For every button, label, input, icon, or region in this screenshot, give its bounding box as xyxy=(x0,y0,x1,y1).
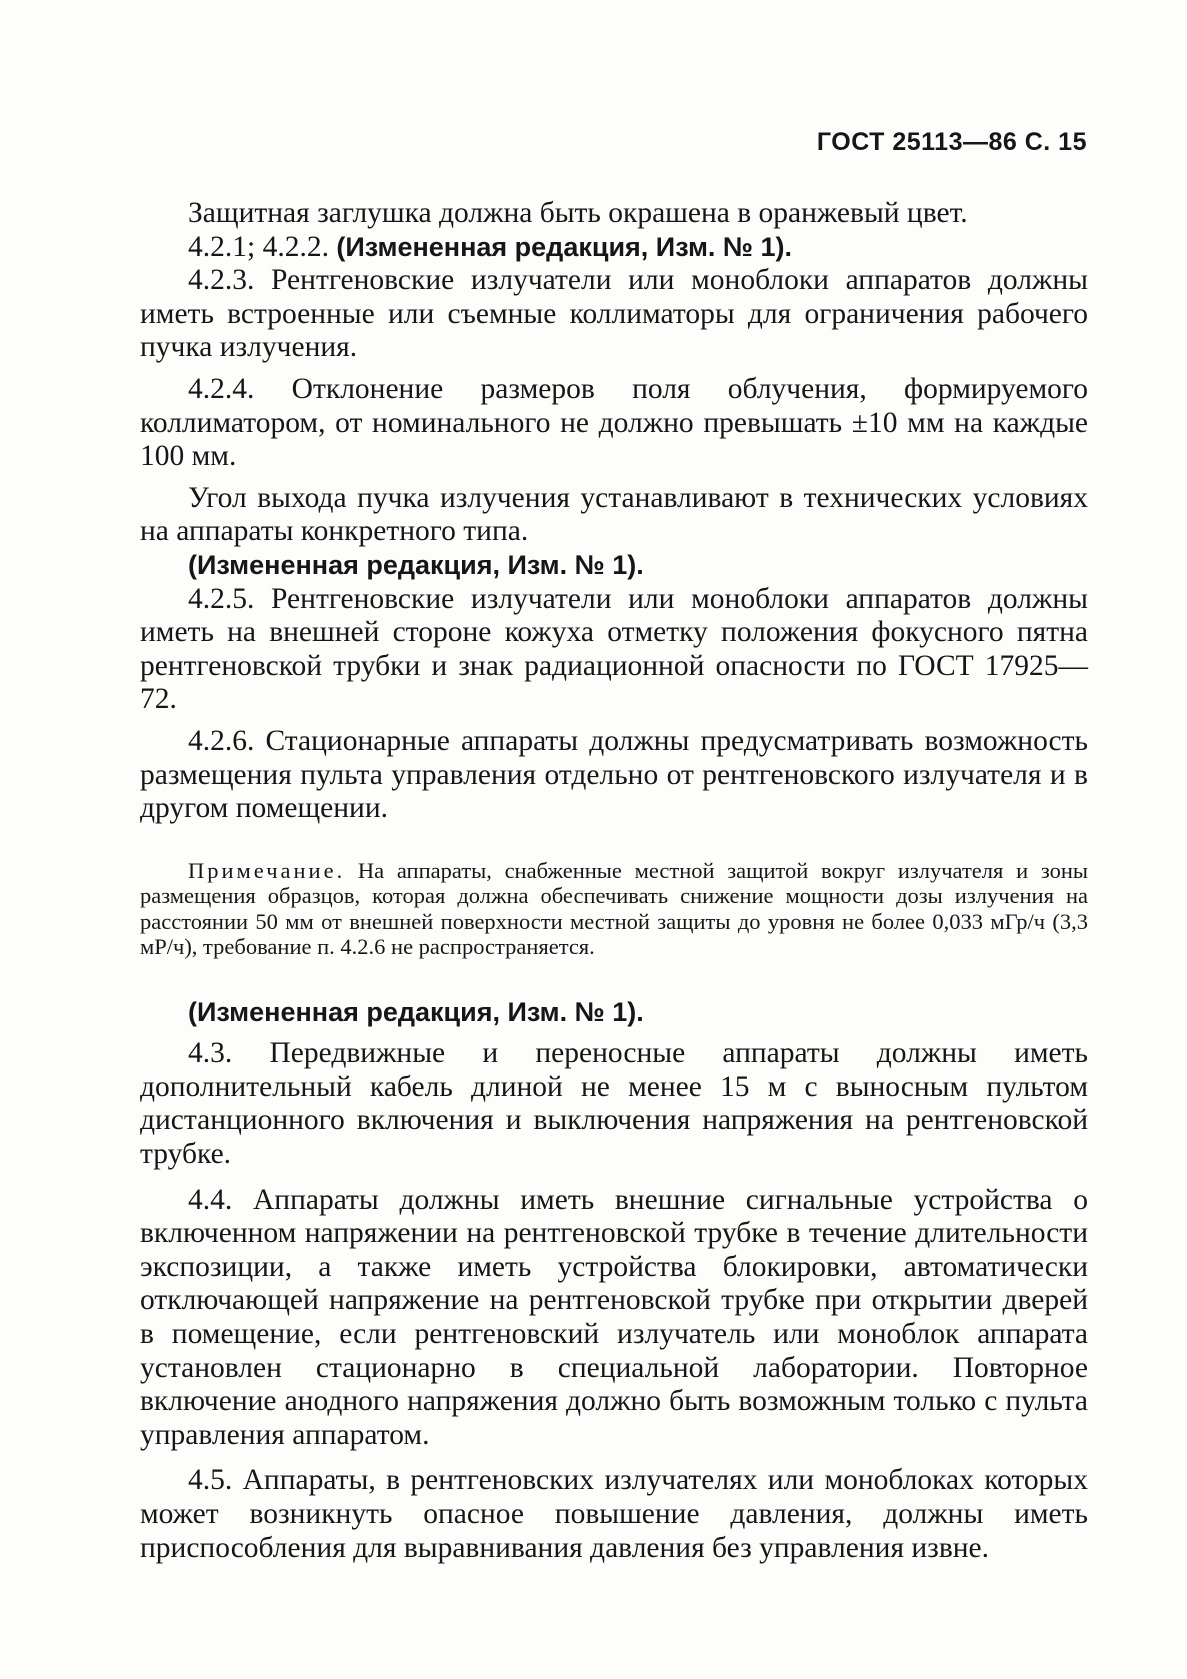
revision-note xyxy=(140,549,1088,583)
revision-note: (Измененная редакция, Изм. № 1). xyxy=(336,231,793,262)
revision-note-text: (Измененная редакция, Изм. № 1). xyxy=(188,996,644,1027)
paragraph-4-3: 4.3. Передвижные и переносные аппараты должны иметь дополнительный кабель длиной не менее 15 м с выносным пультом дистанционного включения и выключения напряжения на рентгеновской трубке. xyxy=(140,1037,1088,1171)
paragraph-4-2-5: 4.2.5. Рентгеновские излучатели или моноблоки аппаратов должны иметь на внешней стороне кожуха отметку положения фокусного пятна рентгеновской трубки и знак радиационной опасности по ГОСТ 17925—72. xyxy=(140,582,1088,716)
clause-reference: 4.2.1; 4.2.2. xyxy=(188,230,329,263)
paragraph-4-2-4: 4.2.4. Отклонение размеров поля облучения, формируемого коллиматором, от номинального не должно превышать ±10 мм на каждые 100 мм. xyxy=(140,372,1088,473)
page-header: ГОСТ 25113—86 С. 15 xyxy=(816,128,1087,156)
document-body xyxy=(140,197,1088,1565)
note-block xyxy=(140,858,1088,960)
paragraph-4-2-1-revision xyxy=(140,231,1088,265)
paragraph-beam-angle: Угол выхода пучка излучения устанавливают в технических условиях на аппараты конкретного типа. xyxy=(140,481,1088,548)
paragraph-4-2-6: 4.2.6. Стационарные аппараты должны предусматривать возможность размещения пульта управления отдельно от рентгеновского излучателя и в другом помещении. xyxy=(140,724,1088,825)
paragraph-4-2-3: 4.2.3. Рентгеновские излучатели или моноблоки аппаратов должны иметь встроенные или съемные коллиматоры для ограничения рабочего пучка излучения. xyxy=(140,264,1088,364)
note-text: На аппараты, снабженные местной защитой вокруг излучателя и зоны размещения образцов, которая должна обеспечивать снижение мощности дозы излучения на расстоянии 50 мм от внешней поверхности местной защиты до уровня не более 0,033 мГр/ч (3,3 мР/ч), требование п. 4.2.6 не распространяется. xyxy=(140,857,1088,960)
paragraph-4-4: 4.4. Аппараты должны иметь внешние сигнальные устройства о включенном напряжении на рентгеновской трубке в течение длительности экспозиции, а также иметь устройства блокировки, автоматически отключающей напряжение на рентгеновской трубке при открытии дверей в помещение, если рентгеновский излучатель или моноблок аппарата установлен стационарно в специальной лаборатории. Повторное включение анодного напряжения должно быть возможным только с пульта управления аппаратом. xyxy=(140,1183,1088,1451)
revision-note-text: (Измененная редакция, Изм. № 1). xyxy=(188,549,644,580)
note-label: Примечание. xyxy=(188,857,346,883)
paragraph-protective-cap: Защитная заглушка должна быть окрашена в оранжевый цвет. xyxy=(188,197,968,229)
paragraph-4-5: 4.5. Аппараты, в рентгеновских излучателях или моноблоках которых может возникнуть опасное повышение давления, должны иметь приспособления для выравнивания давления без управления извне. xyxy=(140,1464,1088,1564)
revision-note xyxy=(140,996,1088,1030)
